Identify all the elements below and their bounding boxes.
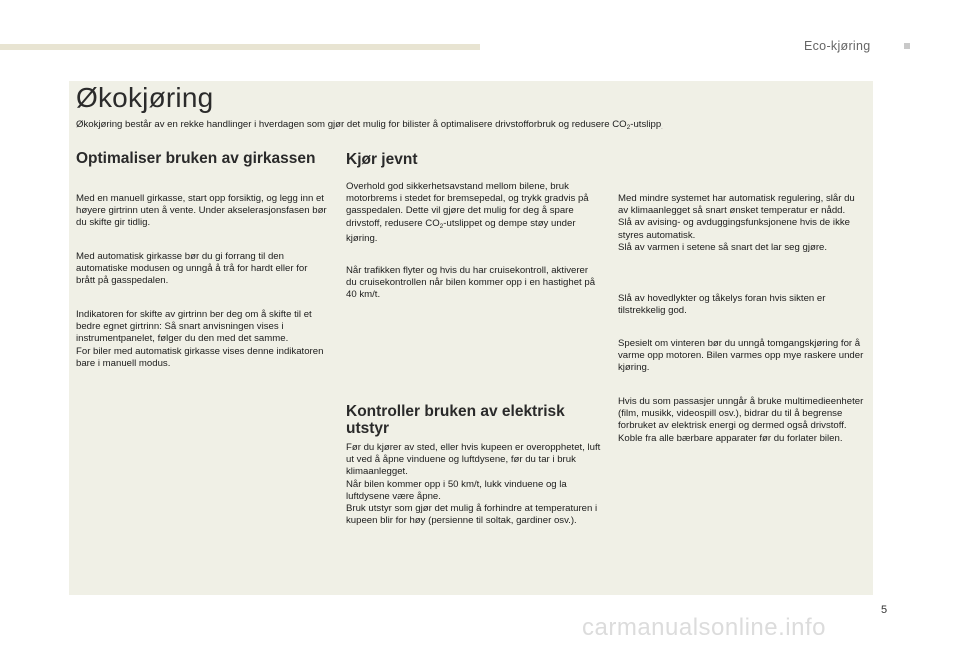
right-paragraph-3: Spesielt om vinteren bør du unngå tomgangskjøring for å varme opp motoren. Bilen varmes opp mye raskere under kjøring. bbox=[618, 338, 864, 374]
heading-electrical-equipment: Kontroller bruken av elektrisk utstyr bbox=[346, 403, 565, 437]
gearbox-paragraph-1: Med en manuell girkasse, start opp forsiktig, og legg inn et høyere girtrinn uten å vente. Under akselerasjonsfasen bør du skifte gir tidlig. bbox=[76, 193, 327, 229]
heading-smooth-driving: Kjør jevnt bbox=[346, 151, 418, 168]
page-title: Økokjøring bbox=[76, 82, 214, 113]
gearbox-paragraph-3: Indikatoren for skifte av girtrinn ber deg om å skifte til et bedre egnet girtrinn: Så snart anvisningen vises i instrumentpanelet, følger du den med det samme. For biler med automatisk girkasse vises denne indikatoren bare i manuell modus. bbox=[76, 309, 324, 369]
intro-text: Økokjøring består av en rekke handlinger i hverdagen som gjør det mulig for bilister å optimalisere drivstofforbruk og redusere $CO_2-utslipp_.$ bbox=[76, 119, 663, 131]
gearbox-paragraph-2: Med automatisk girkasse bør du gi forrang til den automatiske modusen og unngå å trå for hardt eller for brått på gasspedalen. bbox=[76, 251, 308, 287]
right-paragraph-1: Med mindre systemet har automatisk regulering, slår du av klimaanlegget så snart ønsket temperatur er nådd. Slå av avising- og avduggingsfunksjonene hvis de ikke styres automatisk. Slå av varmen i setene så snart det lar seg gjøre. bbox=[618, 193, 855, 253]
heading-gearbox: Optimaliser bruken av girkassen bbox=[76, 150, 316, 167]
section-label: Eco-kjøring bbox=[804, 39, 871, 53]
header-accent-bar bbox=[0, 44, 480, 50]
smooth-paragraph-2: Når trafikken flyter og hvis du har cruisekontroll, aktiverer du cruisekontrollen når bilen kommer opp i en hastighet på 40 km/t. bbox=[346, 265, 596, 301]
smooth-paragraph-1: Overhold god sikkerhetsavstand mellom bilene, bruk motorbrems i stedet for bremsepedal, og trykk gradvis på gasspedalen. Dette vil gjøre det mulig for deg å spare drivstoff, redusere $CO_2$-utslippet og dempe støy under kjøring. bbox=[346, 181, 589, 244]
right-paragraph-4: Hvis du som passasjer unngår å bruke multimedieenheter (film, musikk, videospill osv.), bidrar du til å begrense forbruket av elektrisk energi og dermed også drivstoff. Koble fra alle bærbare apparater før du forlater bilen. bbox=[618, 396, 864, 444]
section-marker bbox=[904, 43, 910, 49]
right-paragraph-2: Slå av hovedlykter og tåkelys foran hvis sikten er tilstrekkelig god. bbox=[618, 293, 826, 317]
electric-paragraph: Før du kjører av sted, eller hvis kupeen er overopphetet, luft ut ved å åpne vinduene og luftdysene, før du tar i bruk klimaanlegget. Når bilen kommer opp i 50 km/t, lukk vinduene og la luftdysene være åpne. Bruk utstyr som gjør det mulig å forhindre at temperaturen i kupeen blir for høy (persienne til soltak, gardiner osv.). bbox=[346, 442, 601, 527]
watermark: carmanualsonline.info bbox=[582, 614, 826, 641]
page-number: 5 bbox=[881, 604, 888, 616]
